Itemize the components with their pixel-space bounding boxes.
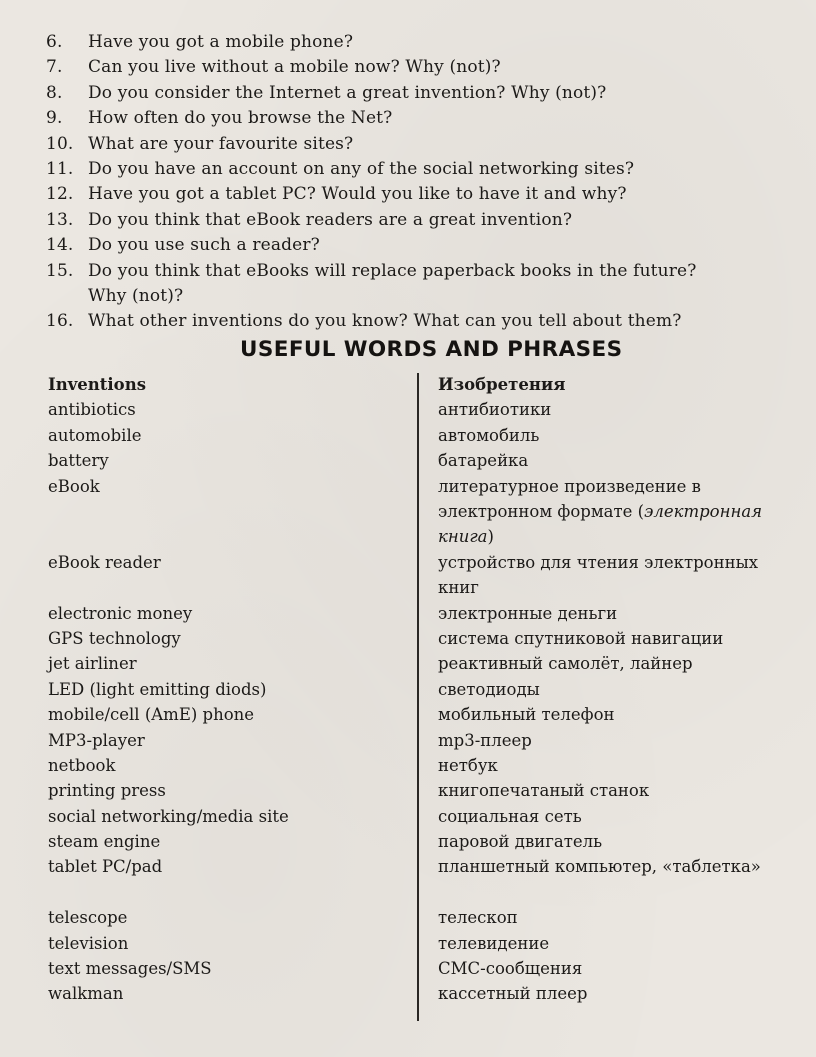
vocab-term: eBook — [48, 476, 100, 496]
vocab-term: text messages/SMS — [48, 959, 212, 979]
vocab-translation: СМС-сообщения — [438, 959, 583, 979]
vocab-translation: телевидение — [438, 933, 550, 953]
vocab-term: netbook — [48, 755, 116, 775]
vocab-translation: паровой двигатель — [438, 832, 603, 852]
vocab-translation: система спутниковой навигации — [438, 628, 724, 648]
vocab-translation: светодиоды — [438, 679, 540, 699]
question-text: Can you live without a mobile now? Why (not)? — [88, 57, 501, 78]
vocab-term: electronic money — [48, 603, 193, 623]
question-number: 11. — [46, 159, 74, 180]
vocab-term: steam engine — [48, 832, 161, 852]
vocab-translation-tail: ) — [487, 527, 494, 547]
vocab-term: MP3-player — [48, 730, 145, 750]
vocab-translation: книгопечатаный станок — [438, 781, 650, 801]
vocab-term: LED (light emitting diods) — [48, 679, 267, 699]
question-number: 9. — [46, 108, 63, 129]
list-item — [46, 30, 806, 55]
vocab-translation-italic: электронная книга — [438, 501, 763, 547]
vocab-translation: кассетный плеер — [438, 984, 588, 1004]
vocab-translation: телескоп — [438, 908, 518, 928]
question-number: 8. — [46, 82, 63, 103]
question-text: What other inventions do you know? What can you tell about them? — [88, 311, 682, 332]
list-item — [46, 55, 806, 80]
question-number: 14. — [46, 235, 74, 256]
vocab-translation: социальная сеть — [438, 806, 582, 826]
vocab-translation: реактивный самолёт, лайнер — [438, 654, 693, 674]
question-number: 6. — [46, 32, 63, 52]
question-text: What are your favourite sites? — [88, 133, 354, 154]
vocab-term: jet airliner — [48, 654, 137, 674]
list-item — [46, 81, 806, 106]
question-text: Do you have an account on any of the social networking sites? — [88, 159, 635, 180]
vocab-term: mobile/cell (AmE) phone — [48, 705, 255, 725]
vocab-term: television — [48, 933, 129, 953]
vocab-term: antibiotics — [48, 400, 136, 420]
vocab-translation: mp3-плеер — [438, 730, 532, 750]
vocab-translation: нетбук — [438, 755, 498, 775]
list-item — [46, 132, 806, 157]
vocab-term: battery — [48, 451, 109, 471]
column-header: Изобретения — [438, 375, 566, 394]
vocab-english-column — [48, 372, 408, 1007]
vocab-term: eBook reader — [48, 552, 161, 572]
vocab-translation: планшетный компьютер, «таблетка» — [438, 857, 761, 877]
list-item — [46, 233, 806, 258]
question-number: 15. — [46, 260, 74, 281]
question-text: Have you got a mobile phone? — [88, 32, 354, 52]
question-number: 7. — [46, 57, 63, 78]
vocab-translation: батарейка — [438, 451, 529, 471]
question-list — [46, 30, 806, 335]
vocab-russian-column — [438, 372, 788, 1007]
question-number: 12. — [46, 184, 74, 205]
vocab-translation-text: литературное произведение в электронном формате ( — [438, 476, 701, 521]
question-number: 13. — [46, 209, 74, 230]
question-text: Have you got a tablet PC? Would you like to have it and why? — [88, 184, 627, 205]
vocab-term: printing press — [48, 781, 166, 801]
list-item — [46, 208, 806, 233]
vocab-translation: устройство для чтения электронных книг — [438, 552, 759, 598]
list-item — [46, 182, 806, 207]
question-text: Do you think that eBook readers are a great invention? — [88, 209, 573, 230]
question-number: 16. — [46, 311, 74, 332]
vocab-term: social networking/media site — [48, 806, 289, 826]
question-number: 10. — [46, 133, 74, 154]
vocab-term: walkman — [48, 984, 124, 1004]
section-heading: USEFUL WORDS AND PHRASES — [240, 337, 623, 362]
list-item — [46, 309, 806, 334]
column-header: Inventions — [48, 375, 146, 394]
vocab-term: GPS technology — [48, 628, 181, 648]
column-divider — [417, 373, 419, 1021]
question-text: How often do you browse the Net? — [88, 108, 393, 129]
vocab-term: telescope — [48, 908, 128, 928]
list-item — [46, 106, 806, 131]
vocab-translation — [438, 474, 788, 550]
vocab-term: tablet PC/pad — [48, 857, 163, 877]
vocab-translation: мобильный телефон — [438, 705, 615, 725]
list-item — [46, 259, 806, 310]
vocab-translation: автомобиль — [438, 425, 540, 445]
question-text: Do you consider the Internet a great invention? Why (not)? — [88, 82, 607, 103]
vocab-translation: электронные деньги — [438, 603, 618, 623]
question-text: Do you use such a reader? — [88, 235, 320, 256]
vocab-term: automobile — [48, 425, 142, 445]
list-item — [46, 157, 806, 182]
question-text: Do you think that eBooks will replace paperback books in the future? Why (not)? — [88, 260, 697, 307]
vocab-translation: антибиотики — [438, 400, 552, 420]
